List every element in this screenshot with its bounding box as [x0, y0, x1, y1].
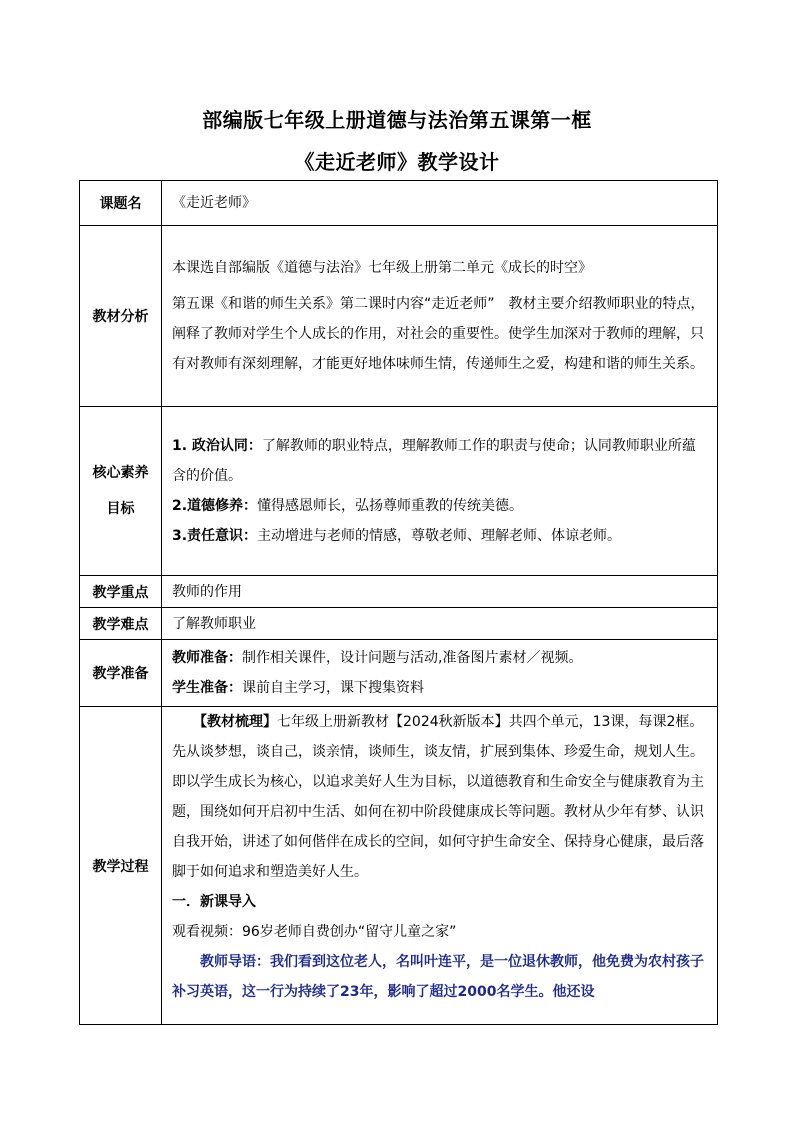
goals-cell [162, 407, 718, 576]
table-row-material [80, 226, 718, 407]
goal-item [172, 491, 709, 521]
student-prep [172, 673, 709, 703]
goal-lead: 1. 政治认同： [172, 438, 262, 454]
page-title-line1: 部编版七年级上册道德与法治第五课第一框 [202, 108, 592, 132]
teacher-prep-lead: 教师准备： [172, 650, 242, 666]
student-prep-lead: 学生准备： [172, 680, 242, 696]
difficulty-value: 了解教师职业 [162, 608, 718, 640]
lesson-plan-table [79, 180, 718, 1025]
page-title-line2: 《走近老师》教学设计 [294, 150, 500, 174]
process-overview [172, 707, 709, 887]
table-row-key-point [80, 576, 718, 608]
process-cell [162, 707, 718, 1025]
video-line: 观看视频：96岁老师自费创办“留守儿童之家” [172, 924, 457, 940]
row-label-key-point: 教学重点 [80, 576, 162, 608]
goal-lead: 2.道德修养： [172, 498, 258, 514]
overview-lead: 【教材梳理】 [193, 714, 277, 730]
key-point-value: 教师的作用 [162, 576, 718, 608]
goals-label-line1: 核心素养 [92, 465, 149, 481]
table-row-process [80, 707, 718, 1025]
overview-text: 七年级上册新教材【2024秋新版本】共四个单元，13课，每课2框。先从谈梦想，谈自己，谈亲情，谈师生，谈友情，扩展到集体、珍爱生命，规划人生。即以学生成长为核心，以追求美好人生为目标，以道德教育和生命安全与健康教育为主题，围绕如何开启初中生活、如何在初中阶段健康成长等问题。教材从少年有梦、认识自我开始，讲述了如何偕伴在成长的空间，如何守护生命安全、保持身心健康，最后落脚于如何追求和塑造美好人生。 [172, 714, 704, 880]
section-heading: 一．新课导入 [172, 894, 256, 910]
goal-item [172, 521, 709, 551]
goal-text: 懂得感恩师长，弘扬尊师重教的传统美德。 [257, 498, 524, 514]
teacher-guide: 教师导语：我们看到这位老人，名叫叶连平，是一位退休教师，他免费为农村孩子补习英语，这一行为持续了23年，影响了超过2000名学生。他还设 [172, 954, 704, 1000]
material-para-1: 本课选自部编版《道德与法治》七年级上册第二单元《成长的时空》 [172, 260, 592, 276]
goal-text: 主动增进与老师的情感，尊敬老师、理解老师、体谅老师。 [257, 528, 622, 544]
row-label-prep: 教学准备 [80, 640, 162, 707]
table-row-goals [80, 407, 718, 576]
row-label-material: 教材分析 [80, 226, 162, 407]
goal-item [172, 431, 709, 491]
student-prep-text: 课前自主学习，课下搜集资料 [242, 680, 424, 696]
material-cell [162, 226, 718, 407]
teacher-prep [172, 643, 709, 673]
goal-text: 了解教师的职业特点，理解教师工作的职责与使命；认同教师职业所蕴含的价值。 [172, 438, 696, 484]
row-label-goals [80, 407, 162, 576]
table-row-difficulty [80, 608, 718, 640]
teacher-prep-text: 制作相关课件，设计问题与活动,准备图片素材／视频。 [242, 650, 583, 666]
topic-value: 《走近老师》 [162, 181, 718, 226]
table-row-prep [80, 640, 718, 707]
goal-lead: 3.责任意识： [172, 528, 258, 544]
row-label-process: 教学过程 [80, 707, 162, 1025]
table-row-topic [80, 181, 718, 226]
row-label-difficulty: 教学难点 [80, 608, 162, 640]
material-para-2: 第五课《和谐的师生关系》第二课时内容“走近老师” 教材主要介绍教师职业的特点，阐释了教师对学生个人成长的作用，对社会的重要性。使学生加深对于教师的理解，只有对教师有深刻理解，才能更好地体味师生情，传递师生之爱，构建和谐的师生关系。 [172, 296, 705, 372]
goals-label-line2: 目标 [106, 501, 135, 517]
row-label-topic: 课题名 [80, 181, 162, 226]
prep-cell [162, 640, 718, 707]
